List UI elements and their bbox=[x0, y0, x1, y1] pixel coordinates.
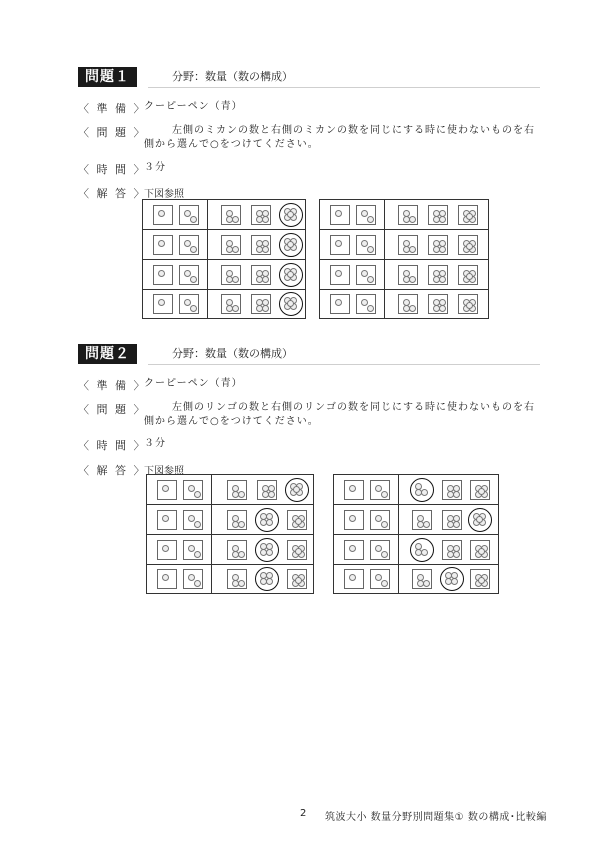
fruit-icon bbox=[335, 270, 342, 277]
fruit-icon bbox=[238, 491, 245, 498]
fruit-box bbox=[257, 480, 277, 500]
fruit-icon bbox=[421, 549, 428, 556]
answer-grid-left bbox=[142, 199, 306, 319]
fruit-box bbox=[458, 235, 478, 255]
fruit-icon bbox=[381, 551, 388, 558]
fruit-icon bbox=[238, 551, 245, 558]
fruit-icon bbox=[478, 488, 485, 495]
grid-row bbox=[147, 535, 313, 565]
fruit-icon bbox=[190, 305, 197, 312]
fruit-box bbox=[458, 265, 478, 285]
fruit-box bbox=[227, 510, 247, 530]
fruit-icon bbox=[453, 515, 460, 522]
fruit-icon bbox=[415, 489, 422, 496]
grid-row bbox=[320, 230, 488, 260]
fruit-icon bbox=[226, 305, 233, 312]
fruit-box bbox=[458, 205, 478, 225]
fruit-icon bbox=[478, 548, 485, 555]
fruit-icon bbox=[188, 545, 195, 552]
fruit-icon bbox=[287, 241, 294, 248]
fruit-icon bbox=[184, 299, 191, 306]
fruit-icon bbox=[423, 580, 430, 587]
fruit-icon bbox=[188, 515, 195, 522]
fruit-icon bbox=[409, 246, 416, 253]
fruit-box bbox=[442, 540, 462, 560]
fruit-icon bbox=[268, 485, 275, 492]
fruit-box bbox=[183, 540, 203, 560]
fruit-icon bbox=[439, 216, 446, 223]
fruit-box bbox=[356, 265, 376, 285]
fruit-icon bbox=[158, 299, 165, 306]
fruit-icon bbox=[268, 491, 275, 498]
fruit-icon bbox=[262, 210, 269, 217]
grid-row bbox=[320, 290, 488, 318]
fruit-box bbox=[398, 294, 418, 314]
fruit-icon bbox=[439, 299, 446, 306]
answer-circle bbox=[255, 538, 279, 562]
fruit-icon bbox=[349, 574, 356, 581]
fruit-icon bbox=[184, 210, 191, 217]
fruit-box bbox=[442, 480, 462, 500]
fruit-icon bbox=[361, 299, 368, 306]
fruit-icon bbox=[453, 491, 460, 498]
fruit-icon bbox=[439, 210, 446, 217]
fruit-icon bbox=[266, 543, 273, 550]
grid-row bbox=[334, 475, 498, 505]
fruit-icon bbox=[226, 216, 233, 223]
grid-row bbox=[143, 290, 305, 318]
problem-field: 分野：数量（数の構成） bbox=[172, 347, 293, 360]
text-materials: クーピーペン（青） bbox=[144, 378, 243, 389]
fruit-icon bbox=[439, 276, 446, 283]
fruit-icon bbox=[232, 246, 239, 253]
answer-circle bbox=[440, 567, 464, 591]
fruit-box bbox=[330, 294, 350, 314]
fruit-box bbox=[344, 569, 364, 589]
fruit-icon bbox=[194, 551, 201, 558]
page-number: 2 bbox=[300, 808, 307, 819]
fruit-icon bbox=[409, 276, 416, 283]
fruit-icon bbox=[266, 572, 273, 579]
fruit-icon bbox=[194, 521, 201, 528]
fruit-box bbox=[412, 569, 432, 589]
answer-circle bbox=[255, 567, 279, 591]
fruit-box bbox=[428, 294, 448, 314]
fruit-icon bbox=[266, 519, 273, 526]
fruit-icon bbox=[453, 521, 460, 528]
grid-row bbox=[320, 200, 488, 230]
fruit-box bbox=[183, 510, 203, 530]
fruit-box bbox=[356, 294, 376, 314]
fruit-box bbox=[153, 205, 173, 225]
fruit-box bbox=[356, 205, 376, 225]
fruit-icon bbox=[409, 305, 416, 312]
fruit-icon bbox=[184, 240, 191, 247]
fruit-icon bbox=[158, 240, 165, 247]
fruit-icon bbox=[375, 515, 382, 522]
fruit-box bbox=[251, 235, 271, 255]
answer-circle bbox=[279, 292, 303, 316]
answer-circle bbox=[279, 263, 303, 287]
text-time: ３分 bbox=[144, 162, 166, 173]
fruit-icon bbox=[232, 551, 239, 558]
fruit-icon bbox=[188, 574, 195, 581]
problem-field: 分野：数量（数の構成） bbox=[172, 70, 293, 83]
fruit-icon bbox=[184, 270, 191, 277]
fruit-icon bbox=[478, 577, 485, 584]
fruit-icon bbox=[335, 299, 342, 306]
fruit-icon bbox=[466, 302, 473, 309]
fruit-icon bbox=[453, 485, 460, 492]
fruit-icon bbox=[439, 270, 446, 277]
fruit-box bbox=[398, 235, 418, 255]
fruit-icon bbox=[403, 246, 410, 253]
fruit-box bbox=[179, 205, 199, 225]
fruit-box bbox=[251, 265, 271, 285]
fruit-icon bbox=[417, 521, 424, 528]
fruit-icon bbox=[466, 243, 473, 250]
fruit-icon bbox=[403, 276, 410, 283]
fruit-icon bbox=[466, 273, 473, 280]
fruit-box bbox=[183, 569, 203, 589]
fruit-icon bbox=[361, 210, 368, 217]
fruit-box bbox=[442, 510, 462, 530]
fruit-icon bbox=[190, 216, 197, 223]
fruit-icon bbox=[453, 545, 460, 552]
fruit-box bbox=[227, 540, 247, 560]
fruit-icon bbox=[415, 549, 422, 556]
answer-circle bbox=[255, 508, 279, 532]
fruit-icon bbox=[162, 574, 169, 581]
answer-circle bbox=[410, 478, 434, 502]
answer-grid-left bbox=[146, 474, 314, 594]
answer-circle bbox=[279, 233, 303, 257]
text-time: ３分 bbox=[144, 438, 166, 449]
fruit-icon bbox=[423, 521, 430, 528]
grid-row bbox=[147, 505, 313, 535]
fruit-icon bbox=[194, 491, 201, 498]
fruit-icon bbox=[262, 276, 269, 283]
fruit-box bbox=[251, 205, 271, 225]
fruit-icon bbox=[295, 518, 302, 525]
grid-row bbox=[334, 565, 498, 593]
fruit-icon bbox=[162, 545, 169, 552]
text-question: 左側のミカンの数と右側のミカンの数を同じにする時に使わないものを右側から選んで○をつけてください。 bbox=[144, 125, 535, 150]
fruit-icon bbox=[260, 549, 267, 556]
fruit-icon bbox=[361, 270, 368, 277]
fruit-icon bbox=[262, 270, 269, 277]
answer-grid-right bbox=[319, 199, 489, 319]
fruit-icon bbox=[232, 521, 239, 528]
fruit-icon bbox=[421, 489, 428, 496]
footer-title: 筑波大小 数量分野別問題集① 数の構成･比較編 bbox=[325, 812, 547, 823]
fruit-icon bbox=[349, 545, 356, 552]
fruit-box bbox=[398, 265, 418, 285]
fruit-icon bbox=[447, 521, 454, 528]
fruit-box bbox=[227, 480, 247, 500]
fruit-icon bbox=[409, 216, 416, 223]
fruit-box bbox=[330, 265, 350, 285]
grid-row bbox=[147, 565, 313, 593]
label-question: 〈 問 題 〉 bbox=[78, 126, 147, 139]
fruit-box bbox=[330, 205, 350, 225]
fruit-icon bbox=[262, 305, 269, 312]
fruit-icon bbox=[335, 210, 342, 217]
fruit-icon bbox=[403, 305, 410, 312]
fruit-icon bbox=[367, 276, 374, 283]
fruit-box bbox=[179, 235, 199, 255]
fruit-icon bbox=[349, 515, 356, 522]
fruit-icon bbox=[293, 486, 300, 493]
fruit-box bbox=[370, 540, 390, 560]
label-time: 〈 時 間 〉 bbox=[78, 439, 147, 452]
fruit-icon bbox=[188, 485, 195, 492]
fruit-box bbox=[287, 540, 307, 560]
fruit-box bbox=[157, 540, 177, 560]
fruit-box bbox=[157, 569, 177, 589]
fruit-icon bbox=[335, 240, 342, 247]
answer-circle bbox=[285, 478, 309, 502]
fruit-icon bbox=[256, 305, 263, 312]
fruit-box bbox=[344, 510, 364, 530]
fruit-box bbox=[428, 205, 448, 225]
label-answer: 〈 解 答 〉 bbox=[78, 187, 147, 200]
fruit-box bbox=[153, 265, 173, 285]
fruit-box bbox=[370, 569, 390, 589]
fruit-icon bbox=[476, 516, 483, 523]
fruit-icon bbox=[266, 513, 273, 520]
label-materials: 〈 準 備 〉 bbox=[78, 379, 147, 392]
fruit-icon bbox=[226, 276, 233, 283]
fruit-icon bbox=[433, 305, 440, 312]
fruit-icon bbox=[439, 305, 446, 312]
answer-circle bbox=[468, 508, 492, 532]
fruit-box bbox=[221, 205, 241, 225]
fruit-icon bbox=[232, 276, 239, 283]
fruit-icon bbox=[262, 491, 269, 498]
fruit-icon bbox=[287, 211, 294, 218]
fruit-box bbox=[251, 294, 271, 314]
fruit-icon bbox=[295, 577, 302, 584]
fruit-icon bbox=[367, 216, 374, 223]
fruit-icon bbox=[190, 246, 197, 253]
grid-row bbox=[143, 200, 305, 230]
fruit-icon bbox=[256, 246, 263, 253]
fruit-icon bbox=[262, 240, 269, 247]
text-question: 左側のリンゴの数と右側のリンゴの数を同じにする時に使わないものを右側から選んで○をつけてください。 bbox=[144, 402, 535, 427]
fruit-icon bbox=[162, 515, 169, 522]
grid-row bbox=[334, 535, 498, 565]
label-materials: 〈 準 備 〉 bbox=[78, 102, 147, 115]
fruit-box bbox=[470, 480, 490, 500]
fruit-icon bbox=[447, 491, 454, 498]
fruit-icon bbox=[238, 580, 245, 587]
label-question: 〈 問 題 〉 bbox=[78, 403, 147, 416]
fruit-box bbox=[428, 235, 448, 255]
fruit-icon bbox=[403, 216, 410, 223]
fruit-icon bbox=[260, 519, 267, 526]
grid-row bbox=[147, 475, 313, 505]
fruit-icon bbox=[361, 240, 368, 247]
fruit-icon bbox=[256, 216, 263, 223]
fruit-box bbox=[344, 480, 364, 500]
label-answer: 〈 解 答 〉 bbox=[78, 464, 147, 477]
fruit-box bbox=[157, 510, 177, 530]
fruit-box bbox=[470, 540, 490, 560]
fruit-box bbox=[428, 265, 448, 285]
fruit-box bbox=[458, 294, 478, 314]
fruit-icon bbox=[433, 276, 440, 283]
fruit-icon bbox=[381, 521, 388, 528]
label-time: 〈 時 間 〉 bbox=[78, 163, 147, 176]
fruit-box bbox=[221, 294, 241, 314]
fruit-icon bbox=[162, 485, 169, 492]
fruit-icon bbox=[287, 300, 294, 307]
fruit-icon bbox=[190, 276, 197, 283]
text-materials: クーピーペン（青） bbox=[144, 101, 243, 112]
fruit-icon bbox=[262, 299, 269, 306]
problem-badge: 問題２ bbox=[78, 344, 137, 364]
fruit-icon bbox=[367, 305, 374, 312]
fruit-box bbox=[370, 510, 390, 530]
fruit-icon bbox=[158, 210, 165, 217]
fruit-box bbox=[470, 569, 490, 589]
fruit-icon bbox=[232, 491, 239, 498]
grid-row bbox=[320, 260, 488, 290]
fruit-icon bbox=[451, 572, 458, 579]
fruit-box bbox=[221, 265, 241, 285]
fruit-box bbox=[330, 235, 350, 255]
fruit-icon bbox=[375, 485, 382, 492]
fruit-icon bbox=[232, 216, 239, 223]
fruit-box bbox=[179, 294, 199, 314]
fruit-icon bbox=[375, 574, 382, 581]
fruit-icon bbox=[266, 549, 273, 556]
fruit-box bbox=[344, 540, 364, 560]
fruit-icon bbox=[256, 276, 263, 283]
text-answer: 下図参照 bbox=[144, 466, 184, 477]
fruit-box bbox=[370, 480, 390, 500]
fruit-icon bbox=[266, 578, 273, 585]
fruit-icon bbox=[466, 213, 473, 220]
fruit-icon bbox=[194, 580, 201, 587]
grid-row bbox=[143, 230, 305, 260]
answer-circle bbox=[410, 538, 434, 562]
fruit-icon bbox=[158, 270, 165, 277]
answer-circle bbox=[279, 203, 303, 227]
fruit-icon bbox=[226, 246, 233, 253]
fruit-icon bbox=[381, 491, 388, 498]
fruit-icon bbox=[375, 545, 382, 552]
fruit-icon bbox=[262, 246, 269, 253]
fruit-icon bbox=[260, 578, 267, 585]
fruit-box bbox=[183, 480, 203, 500]
fruit-icon bbox=[295, 548, 302, 555]
fruit-icon bbox=[232, 305, 239, 312]
fruit-box bbox=[412, 510, 432, 530]
fruit-icon bbox=[349, 485, 356, 492]
fruit-icon bbox=[417, 580, 424, 587]
fruit-box bbox=[153, 294, 173, 314]
fruit-icon bbox=[433, 216, 440, 223]
fruit-box bbox=[221, 235, 241, 255]
fruit-box bbox=[157, 480, 177, 500]
fruit-icon bbox=[381, 580, 388, 587]
fruit-icon bbox=[262, 216, 269, 223]
fruit-box bbox=[179, 265, 199, 285]
fruit-icon bbox=[439, 246, 446, 253]
fruit-icon bbox=[447, 551, 454, 558]
fruit-icon bbox=[287, 271, 294, 278]
fruit-icon bbox=[439, 240, 446, 247]
grid-row bbox=[334, 505, 498, 535]
fruit-box bbox=[227, 569, 247, 589]
problem-badge: 問題１ bbox=[78, 67, 137, 87]
fruit-box bbox=[287, 569, 307, 589]
answer-grid-right bbox=[333, 474, 499, 594]
fruit-box bbox=[287, 510, 307, 530]
text-answer: 下図参照 bbox=[144, 189, 184, 200]
fruit-box bbox=[398, 205, 418, 225]
fruit-box bbox=[356, 235, 376, 255]
fruit-icon bbox=[238, 521, 245, 528]
grid-row bbox=[143, 260, 305, 290]
fruit-icon bbox=[433, 246, 440, 253]
fruit-icon bbox=[232, 580, 239, 587]
fruit-icon bbox=[453, 551, 460, 558]
fruit-icon bbox=[451, 578, 458, 585]
fruit-box bbox=[153, 235, 173, 255]
fruit-icon bbox=[445, 578, 452, 585]
fruit-icon bbox=[367, 246, 374, 253]
